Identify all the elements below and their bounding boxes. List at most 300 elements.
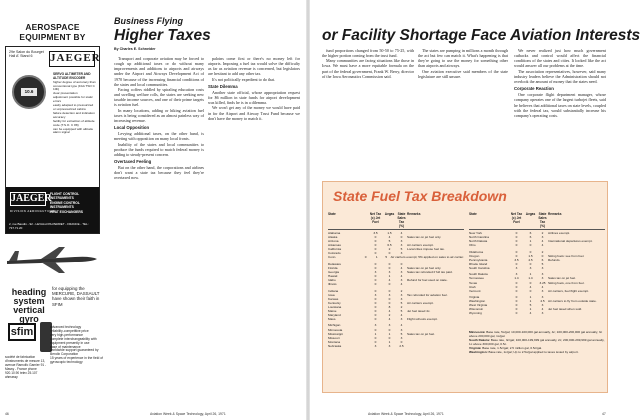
cell-remarks: Sales tax refunded if full tax paid.: [407, 269, 453, 274]
paragraph: paloins come first or there's no money left for airports. Imposing a fuel tax would solve the difficulty as far as aviation revenue is concerned, but legislators are hesitant to add any other tax.: [208, 56, 300, 77]
table-row: [469, 311, 605, 315]
cell-jet: 0: [515, 295, 518, 300]
cell-state: Missouri: [328, 335, 340, 340]
cell-jet: 0: [374, 243, 377, 248]
table-header: [328, 212, 464, 230]
cell-jet: 3: [374, 323, 377, 328]
cell-sales: 3: [541, 295, 544, 300]
cell-avgas: 3: [529, 265, 532, 270]
cell-jet: 0: [374, 265, 377, 270]
cell-jet: 0: [515, 253, 518, 258]
cell-avgas: 1: [388, 331, 391, 336]
cell-jet: 0: [374, 278, 377, 283]
cell-state: Kentucky: [328, 300, 341, 305]
cell-sales: 3: [541, 303, 544, 308]
sfim-heading: heading system vertical gyro: [11, 287, 47, 324]
cell-state: Ohio: [469, 243, 476, 248]
footnote: Virginia: Base rate, 1.5c/gal; 2.5 million gal, 0.5c/gal.: [469, 346, 543, 351]
cell-sales: 3: [541, 276, 544, 281]
page-number-right: 47: [602, 412, 606, 416]
cell-remarks: Skiing fuels, one from fuel.: [548, 280, 585, 285]
headline-right: or Facility Shortage Face Aviation Interests: [322, 27, 640, 44]
cell-state: Florida: [328, 265, 338, 270]
cell-state: Louisiana: [328, 304, 342, 309]
cell-jet: 0: [515, 288, 518, 293]
cell-state: Oregon: [469, 253, 480, 258]
cell-sales: 5: [541, 261, 544, 266]
cell-state: South Dakota: [469, 272, 488, 277]
cell-jet: 0: [374, 312, 377, 317]
cell-jet: 0: [515, 231, 518, 235]
cell-remarks: Air carriers exempt.: [407, 243, 434, 248]
cell-remarks: Air carriers to fly from outside state.: [548, 299, 597, 304]
cell-state: Colorado: [328, 251, 341, 256]
cell-remarks: Local cities impose fuel tax.: [407, 247, 445, 252]
product-bullets: [50, 192, 99, 214]
product-title: SERVO ALTIMETER AND ALTITUDE ENCODER: [53, 71, 91, 80]
feature-item: adjustment possible for static errors: [53, 95, 93, 104]
cell-jet: 3: [515, 265, 518, 270]
cell-avgas: 0: [388, 261, 391, 266]
cell-state: Montana: [328, 339, 341, 344]
cell-sales: 3: [400, 316, 403, 321]
cell-sales: 3: [400, 243, 403, 248]
cell-jet: 0: [515, 235, 518, 240]
cell-state: Minnesota: [328, 327, 343, 332]
cell-remarks: Sales tax on jet fuel.: [548, 276, 576, 281]
sfim-logo: sfim: [8, 323, 36, 341]
cell-avgas: 8: [388, 304, 391, 309]
cell-jet: 0: [374, 239, 377, 244]
cell-jet: 0: [515, 311, 518, 316]
feature-item: advanced technology: [50, 325, 82, 329]
cell-state: Idaho: [328, 278, 336, 283]
cell-jet: 0: [515, 243, 518, 248]
paragraph: Many communities are facing situations like those in Iowa. We must have a more equitable formula on the part of the federal government, Frank W. Berry, director of the Iowa Aeronautics Commission said.: [322, 58, 414, 79]
sfim-features: [50, 326, 106, 365]
cell-remarks: [407, 282, 464, 286]
cell-jet: 0: [374, 304, 377, 309]
cell-state: Tennessee: [469, 276, 484, 281]
cell-jet: 0: [374, 300, 377, 305]
cell-state: Indiana: [328, 288, 339, 293]
company-address: 2, rue Baudin - 92 - LEVALLOIS-PERRET - FRANCE - TEL : 737.71.20: [9, 222, 90, 230]
table-right-half: [469, 212, 605, 315]
cell-sales: 5: [400, 300, 403, 305]
table-footnotes: [469, 330, 605, 355]
table-row: [328, 255, 464, 259]
cell-sales: 6: [541, 257, 544, 262]
cell-avgas: 0: [529, 280, 532, 285]
cell-remarks: Jet fuel taxed 4c.: [407, 308, 431, 313]
cell-avgas: 0: [388, 327, 391, 332]
paragraph: One aviation executive said members of the state legislature are still unsure.: [418, 68, 508, 79]
table-header: [469, 212, 605, 230]
cell-remarks: [407, 344, 464, 348]
article-column-2: [208, 56, 300, 121]
cell-avgas: 1: [529, 307, 532, 312]
cell-avgas: 1: [529, 272, 532, 277]
cell-avgas: 0: [529, 243, 532, 248]
cell-avgas: 4: [388, 235, 391, 240]
cell-avgas: 1: [375, 255, 378, 260]
cell-remarks: Airlines exempt.: [548, 231, 571, 235]
cell-avgas: 1.5: [387, 231, 392, 235]
cell-sales: 5: [385, 255, 388, 260]
cell-sales: 3: [400, 296, 403, 301]
cell-jet: 3: [515, 272, 518, 277]
cell-sales: 4: [400, 273, 403, 278]
cell-state: Wisconsin: [469, 307, 484, 312]
cell-state: Rhode Island: [469, 261, 488, 266]
subhead: Overtaxed Feeling: [114, 158, 152, 164]
cell-jet: 0: [364, 255, 367, 260]
cell-remarks: Sales tax on jet fuel.: [407, 331, 435, 336]
cell-state: North Carolina: [469, 235, 489, 240]
cell-sales: 4: [400, 282, 403, 287]
bullet-item: ENGINE CONTROL INSTRUMENTS: [50, 200, 80, 210]
cell-remarks: Flight schools exempt.: [407, 316, 438, 321]
footnote: South Dakota: Base rate, 3c/gal; 100,000-199,999 gal annually, 2c; 200,000-299,999 gal annually, 1c above 300,000 gal, 0.5c.: [469, 338, 605, 347]
paragraph: But on the other hand, the corporations and airlines don't want a state tax because they feel they're overtaxed now.: [114, 165, 204, 181]
cell-sales: 3: [400, 335, 403, 340]
table-row: [328, 344, 464, 348]
cell-jet: 0: [515, 249, 518, 254]
bullet-item: FLIGHT CONTROL INSTRUMENTS: [50, 192, 80, 201]
cell-state: Utah: [469, 284, 476, 289]
paragraph: We won't get any of the money we would have paid in for the Airport and Airway Trust Fund because we don't have the money to match it.: [208, 105, 300, 121]
jet-airliner-icon: [5, 245, 100, 275]
cell-jet: 0: [374, 251, 377, 256]
left-page: [0, 0, 308, 420]
cell-sales: 3: [400, 269, 403, 274]
cell-sales: 2: [400, 304, 403, 309]
cell-remarks: Jet fuel taxed when sold.: [548, 307, 583, 312]
cell-jet: 0: [515, 299, 518, 304]
cell-sales: 4: [541, 284, 544, 289]
table-title: State Fuel Tax Breakdown: [333, 188, 507, 204]
cell-sales: 3: [541, 235, 544, 240]
cell-avgas: 4: [529, 311, 532, 316]
cell-avgas: 3: [388, 269, 391, 274]
cell-remarks: Sales tax on jet fuel only.: [407, 265, 442, 270]
cell-sales: 4: [541, 307, 544, 312]
cell-avgas: 3: [388, 292, 391, 297]
cell-sales: 3.25: [539, 280, 546, 285]
cell-remarks: [548, 266, 605, 270]
cell-state: Iowa: [328, 292, 335, 297]
feature-item: very high-performance: [50, 332, 83, 337]
byline: By Charles E. Schneider: [114, 47, 156, 51]
cell-jet: 0: [374, 308, 377, 313]
subhead: Local Opposition: [114, 125, 150, 131]
footnote: Washington: Base rate, 1c/gal; Up to 2.5c/gal applied to taxes levied by airport.: [469, 350, 579, 355]
cell-avgas: 1: [529, 295, 532, 300]
cell-avgas: 6.5: [387, 243, 392, 248]
feature-item: complete interchangeability with equipment presently in use: [50, 336, 97, 345]
cell-jet: 0: [374, 273, 377, 278]
cell-state: Nebraska: [328, 343, 342, 348]
division-label: DIVISION AERONAUTIQUE: [10, 209, 56, 213]
cell-sales: 3: [400, 239, 403, 244]
ad-headline: AEROSPACE EQUIPMENT BY: [19, 22, 86, 42]
cell-state: Georgia: [328, 269, 340, 274]
cell-avgas: 4.5: [528, 257, 533, 262]
cell-jet: 0: [515, 303, 518, 308]
bullet-item: HEAT EXCHANGERS: [50, 209, 83, 214]
cell-avgas: 3: [388, 323, 391, 328]
cell-avgas: 0: [388, 251, 391, 256]
article-column-5: [514, 48, 606, 118]
cell-avgas: 0: [388, 296, 391, 301]
paragraph: Transport and corporate aviation may be forced to cough up additional taxes or do without many improvements and additions to airports and airways under the Airport and Airways Development Act of 1970 because of the increasing financial conditions of the states and local communities.: [114, 56, 204, 87]
cell-jet: 1: [374, 331, 377, 336]
cell-state: Maryland: [328, 312, 341, 317]
cell-avgas: 5: [529, 303, 532, 308]
cell-jet: 3.5: [373, 231, 378, 235]
cell-state: Wyoming: [469, 311, 482, 316]
table-body-right: [469, 231, 605, 315]
cell-sales: 3: [400, 292, 403, 297]
ad-footer-band: [6, 187, 99, 233]
header-remarks: Remarks: [548, 212, 562, 216]
sfim-address: société de fabrication d'instruments de mesure 13, avenue Ramolfo Garnier 91 - Massy - France phone 920.10.90 telex 25.107 ahmassy: [5, 355, 47, 379]
table-left-half: [328, 212, 464, 348]
cell-sales: 5: [400, 331, 403, 336]
article-column-1: [114, 56, 204, 181]
cell-sales: 0: [400, 339, 403, 344]
paragraph: Inability of the states and local communities to produce the funds required to match federal money is adding to steady-present concern.: [114, 141, 204, 157]
cell-avgas: 1: [388, 339, 391, 344]
jaeger-logo: JAEGER: [49, 51, 95, 67]
cell-sales: 4.5: [540, 299, 545, 304]
paragraph: Facing coffers riddled by spiraling education costs and swelling welfare rolls, the states are seeking new taxable income sources, and one of their prime targets is aviation fuel.: [114, 86, 204, 108]
cell-sales: 4: [541, 239, 544, 244]
feature-item: 15 years of experience in the field of gyroscopic technology: [50, 356, 103, 365]
cell-avgas: 3: [388, 343, 391, 348]
header-jet: Net Tax (c) Jet Fuel: [369, 212, 382, 224]
cell-avgas: 0: [388, 265, 391, 270]
cell-jet: 0: [374, 327, 377, 332]
table-body-left: [328, 231, 464, 348]
cell-state: California: [328, 247, 342, 252]
cell-avgas: 1: [388, 273, 391, 278]
cell-state: South Carolina: [469, 265, 490, 270]
cell-sales: 3: [541, 288, 544, 293]
cell-state: Alaska: [328, 235, 338, 240]
cell-state: Maine: [328, 308, 337, 313]
cell-state: Arizona: [328, 239, 339, 244]
cell-avgas: 0: [388, 335, 391, 340]
paragraph: fund proportions changed from 50-50 to 75-25, with the higher portion coming from the trust fund.: [322, 48, 414, 59]
cell-jet: 0: [515, 280, 518, 285]
salon-info: [9, 50, 49, 59]
cell-sales: 5: [400, 247, 403, 252]
right-page: [308, 0, 640, 420]
folio-right: Aviation Week & Space Technology, April 26, 1971: [368, 412, 444, 416]
altimeter-gauge-icon: [12, 75, 46, 109]
paragraph: It's not politically expedient to do that.: [212, 76, 276, 82]
cell-jet: 0: [374, 335, 377, 340]
cell-state: North Dakota: [469, 239, 488, 244]
cell-state: Delaware: [328, 261, 342, 266]
paragraph: The states are pumping in millions a month through the act but few can match it. What's happening is that they're going to use the money for something other than airports and airways.: [418, 48, 508, 69]
cell-jet: 0: [374, 235, 377, 240]
paragraph: In many locations, adding or hiking aviation fuel taxes is being considered as an almost painless way of increasing revenue.: [114, 107, 204, 123]
cell-sales: 2: [541, 231, 544, 235]
cell-sales: 2: [400, 288, 403, 293]
cell-sales: 2: [541, 249, 544, 254]
feature-item: higher degree of accuracy than conventional type (FAA TSO C 10b): [53, 79, 96, 92]
header-avgas: Avgas: [525, 212, 536, 216]
cell-sales: 4: [400, 265, 403, 270]
table-row: [469, 266, 605, 270]
cell-avgas: 4: [388, 278, 391, 283]
page-number-left: 46: [5, 412, 9, 416]
cell-avgas: 4: [388, 316, 391, 321]
feature-item: ease of maintenance: [50, 344, 81, 349]
paragraph: The association representatives, however, said many industry leaders believe the Administration should not overlook the amount of money that the states need.: [514, 68, 606, 84]
cell-remarks: Air carriers exempt.: [407, 300, 434, 305]
jaeger-logo-inverted: JAEGER: [11, 193, 52, 204]
cell-state: Kansas: [328, 296, 339, 301]
sfim-logo-block: [5, 323, 45, 351]
cell-jet: 0: [515, 284, 518, 289]
fuel-tax-table: [322, 181, 608, 393]
cell-sales: 0: [400, 261, 403, 266]
cell-state: Vermont: [469, 288, 481, 293]
cell-remarks: International departures exempt.: [548, 239, 593, 244]
cell-state: Arkansas: [328, 243, 341, 248]
header-sales: State Sales Tax (%): [397, 212, 406, 228]
cell-sales: 3: [541, 272, 544, 277]
cell-remarks: [548, 243, 605, 247]
cell-sales: 3: [541, 265, 544, 270]
cell-state: Pennsylvania: [469, 257, 488, 262]
cell-jet: 3: [374, 292, 377, 297]
cell-avgas: 0: [388, 282, 391, 287]
article-column-3: [322, 48, 414, 79]
cell-jet: 1.4: [514, 276, 519, 281]
cell-jet: 3: [374, 269, 377, 274]
table-row: [328, 317, 464, 321]
article-column-4: [418, 48, 508, 79]
table-row: [469, 243, 605, 247]
cell-avgas: 0: [529, 261, 532, 266]
cell-remarks: Air carriers, fuel flight exempt.: [548, 288, 589, 293]
cell-state: Oklahoma: [469, 249, 484, 254]
cell-state: Hawaii: [328, 273, 338, 278]
cell-sales: 3: [400, 278, 403, 283]
cell-state: West Virginia: [469, 303, 488, 308]
cell-jet: 0: [374, 288, 377, 293]
feature-item: failure detection and indication accuracy: [53, 110, 95, 119]
cell-jet: 0: [515, 307, 518, 312]
cell-sales: 3: [400, 251, 403, 256]
cell-jet: 0: [374, 316, 377, 321]
feature-item: easily adapted to pressurized or unpressurized cabins: [53, 103, 94, 111]
cell-state: Mississippi: [328, 331, 343, 336]
paragraph: Levying additional taxes, on the other hand, is meeting with opposition on many local fronts.: [114, 131, 204, 142]
sfim-tagline: for equipping the MERCURE, DASSAULT have shown their faith in SFIM: [52, 286, 100, 307]
cell-jet: 3: [374, 343, 377, 348]
subhead: State Dilemma: [208, 83, 238, 89]
feature-item: reliability-competitive price: [50, 328, 89, 333]
ad-frame: [5, 46, 100, 234]
cell-sales: 4: [400, 312, 403, 317]
cell-state: Alabama: [328, 231, 341, 235]
cell-sales: 4: [541, 243, 544, 248]
cell-avgas: 0: [388, 300, 391, 305]
paragraph: We never realized just how much government cutbacks and control would affect the financial conditions of the states and cities. It looked like the act would answer all our problems at the time.: [514, 48, 606, 69]
header-avgas: Avgas: [384, 212, 395, 216]
cell-state: Conn.: [328, 255, 337, 260]
cell-avgas: 4: [388, 308, 391, 313]
feature-item: worldwide support guaranteed by Bendix Corporation: [50, 348, 99, 357]
salon-line: 29e Salon du Bourget: [9, 50, 44, 54]
cell-avgas: 1: [529, 239, 532, 244]
cell-avgas: 1.5: [528, 253, 533, 258]
section-label: Business Flying: [114, 16, 184, 26]
cell-jet: 0: [515, 261, 518, 266]
table-row: [328, 282, 464, 286]
feature-item: facility for extraction of altitude code (T.S.O. C 88): [53, 118, 95, 127]
cell-sales: 0: [400, 235, 403, 240]
cell-jet: 0: [374, 296, 377, 301]
cell-state: Washington: [469, 299, 486, 304]
cell-avgas: 1: [529, 299, 532, 304]
cell-avgas: 0: [529, 288, 532, 293]
cell-jet: 0: [515, 239, 518, 244]
cell-avgas: 6: [529, 231, 532, 235]
cell-state: New York: [469, 231, 483, 235]
cell-state: Texas: [469, 280, 478, 285]
cell-avgas: 6: [529, 235, 532, 240]
header-remarks: Remarks: [407, 212, 421, 216]
table-row: [469, 289, 605, 293]
cell-sales: 3: [400, 327, 403, 332]
gauge-readout: 10.6: [21, 88, 37, 96]
cell-avgas: 2: [388, 247, 391, 252]
cell-remarks: Tax refunded for aviation fuel.: [407, 292, 448, 297]
headline-left: Higher Taxes: [114, 27, 211, 44]
cell-remarks: Refunds.: [548, 257, 561, 262]
cell-avgas: 4: [529, 284, 532, 289]
paragraph: Another state official, whose appropriation request for $6 million in state funds for airport development was killed, finds he is in a dilemma.: [208, 89, 300, 106]
cell-state: Illinois: [328, 282, 337, 287]
header-jet: Net Tax (c) Jet Fuel: [510, 212, 523, 224]
cell-jet: 0: [374, 261, 377, 266]
cell-jet: 3.5: [514, 257, 519, 262]
jaeger-advertisement: [5, 22, 100, 232]
cell-avgas: 5: [388, 239, 391, 244]
cell-avgas: 0: [388, 288, 391, 293]
header-sales: State Sales Tax (%): [538, 212, 547, 228]
cell-remarks: Refund for fuel used on state.: [407, 278, 448, 283]
cell-sales: 2.5: [399, 343, 404, 348]
paragraph: One corporate flight department manager, whose company operates one of the largest turbojet fleets, said he believes that additional taxes on state levels, coupled with the federal tax, would substantially increase his company's operating costs.: [514, 92, 606, 118]
header-state: State: [469, 212, 477, 216]
footnote: Minnesota: Base rate, 5c/gal; 10,000-100,000 gal annually, 4c; 100,000-200,000 gal annually, 3c above 200,000 gal, 1c/gal.: [469, 330, 603, 339]
cell-sales: 4: [400, 231, 403, 235]
feature-item: can be equipped with altitude alarm signal: [53, 126, 94, 135]
folio-left: Aviation Week & Space Technology, April 26, 1971: [150, 412, 226, 416]
cell-remarks: Skiing fuels: see from fuel.: [548, 253, 585, 258]
subhead: Corporate Reaction: [514, 86, 554, 92]
cell-sales: 5: [400, 308, 403, 313]
cell-sales: 3: [541, 311, 544, 316]
salon-line: Hall A' Stand 6: [9, 54, 33, 59]
